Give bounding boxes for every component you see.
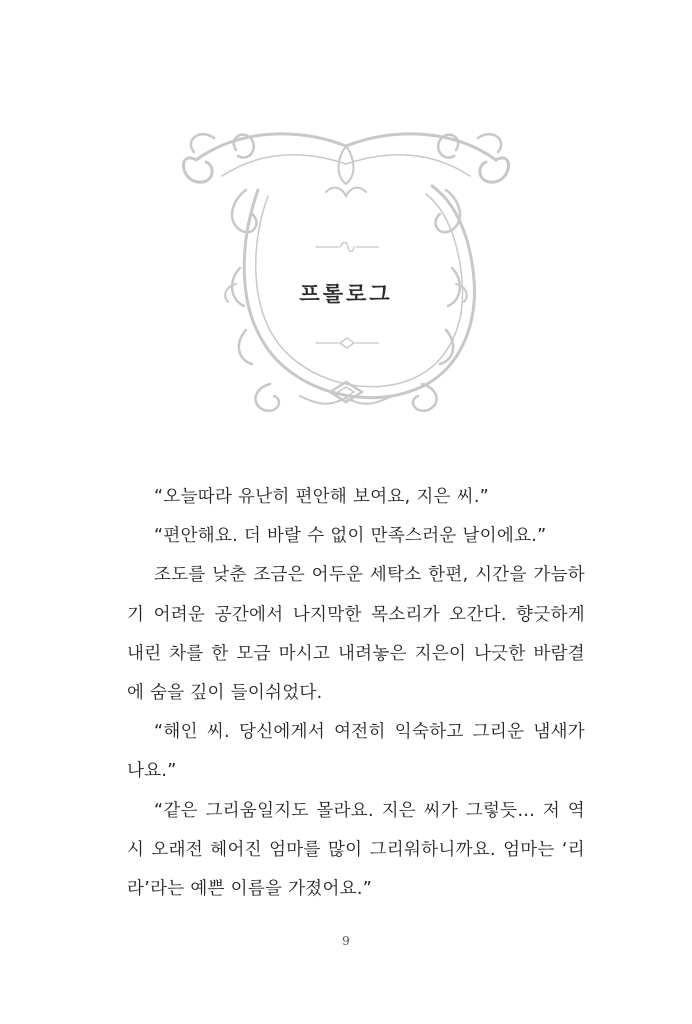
paragraph: “편안해요. 더 바랄 수 없이 만족스러운 날이에요.”	[154, 526, 547, 547]
paragraph: “오늘따라 유난히 편안해 보여요, 지은 씨.”	[154, 487, 490, 507]
body-text	[127, 478, 585, 909]
chapter-title: 프롤로그	[299, 282, 393, 306]
paragraph: “같은 그리움일지도 몰라요. 지은 씨가 그렇듯… 저 역시 오래전 헤어진 엄마를 많이 그리워하니까요. 엄마는 ‘리라’라는 예쁜 이름을 가졌어요.”	[127, 800, 585, 900]
paragraph: 조도를 낮춘 조금은 어두운 세탁소 한편, 시간을 가늠하기 어려운 공간에서 나지막한 목소리가 오간다. 향긋하게 내린 차를 한 모금 마시고 내려놓은 지은이 나긋한 바람결에 숨을 깊이 들이쉬었다.	[127, 565, 585, 704]
page-number: 9	[342, 934, 350, 948]
ornamental-wreath-frame	[0, 0, 692, 440]
paragraph: “해인 씨. 당신에게서 여전히 익숙하고 그리운 냄새가 나요.”	[127, 722, 585, 782]
